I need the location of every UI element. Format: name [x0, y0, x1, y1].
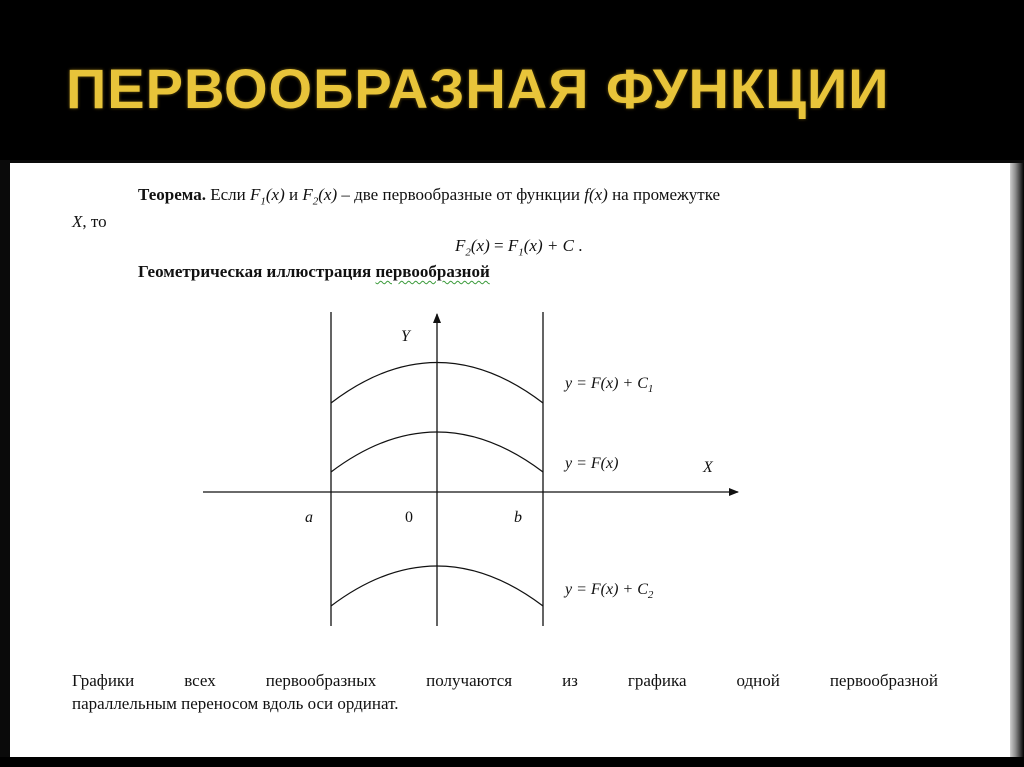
theorem-label: Теорема. — [138, 185, 206, 204]
x-axis-label: X — [703, 459, 713, 476]
theorem-lead: Если — [210, 185, 246, 204]
theorem-mid: – две первообразные от функции — [341, 185, 580, 204]
theorem-tail: на промежутке — [612, 185, 721, 204]
y-axis-label: Y — [401, 328, 410, 345]
theorem-f: f(x) — [584, 185, 608, 204]
conclusion-line-1: Графики всех первообразных получаются из графика одной первообразной — [72, 671, 938, 690]
tick-b: b — [514, 509, 522, 526]
theorem-formula: $F_2(x) = F_1(x) + C$ . — [455, 236, 583, 259]
theorem-line-2-rest: , то — [82, 212, 107, 231]
tick-0: 0 — [405, 509, 413, 526]
curve-mid-label: y = F(x) — [565, 455, 619, 472]
theorem-f2: $F_2(x)$ — [302, 185, 338, 208]
slide-title: ПЕРВООБРАЗНАЯ ФУНКЦИИ — [66, 57, 890, 120]
curve-top-label: $y = F(x) + C_1$ — [565, 375, 654, 395]
interval-var: X — [72, 212, 83, 231]
theorem-conj: и — [288, 185, 299, 204]
illustration-heading: Геометрическая иллюстрация первообразной — [138, 262, 490, 281]
theorem-f1: $F_1(x)$ — [249, 185, 285, 208]
curve-bottom-label: $y = F(x) + C_2$ — [565, 581, 654, 601]
conclusion-line-2: параллельным переносом вдоль оси ординат. — [72, 694, 399, 713]
tick-a: a — [305, 509, 313, 526]
